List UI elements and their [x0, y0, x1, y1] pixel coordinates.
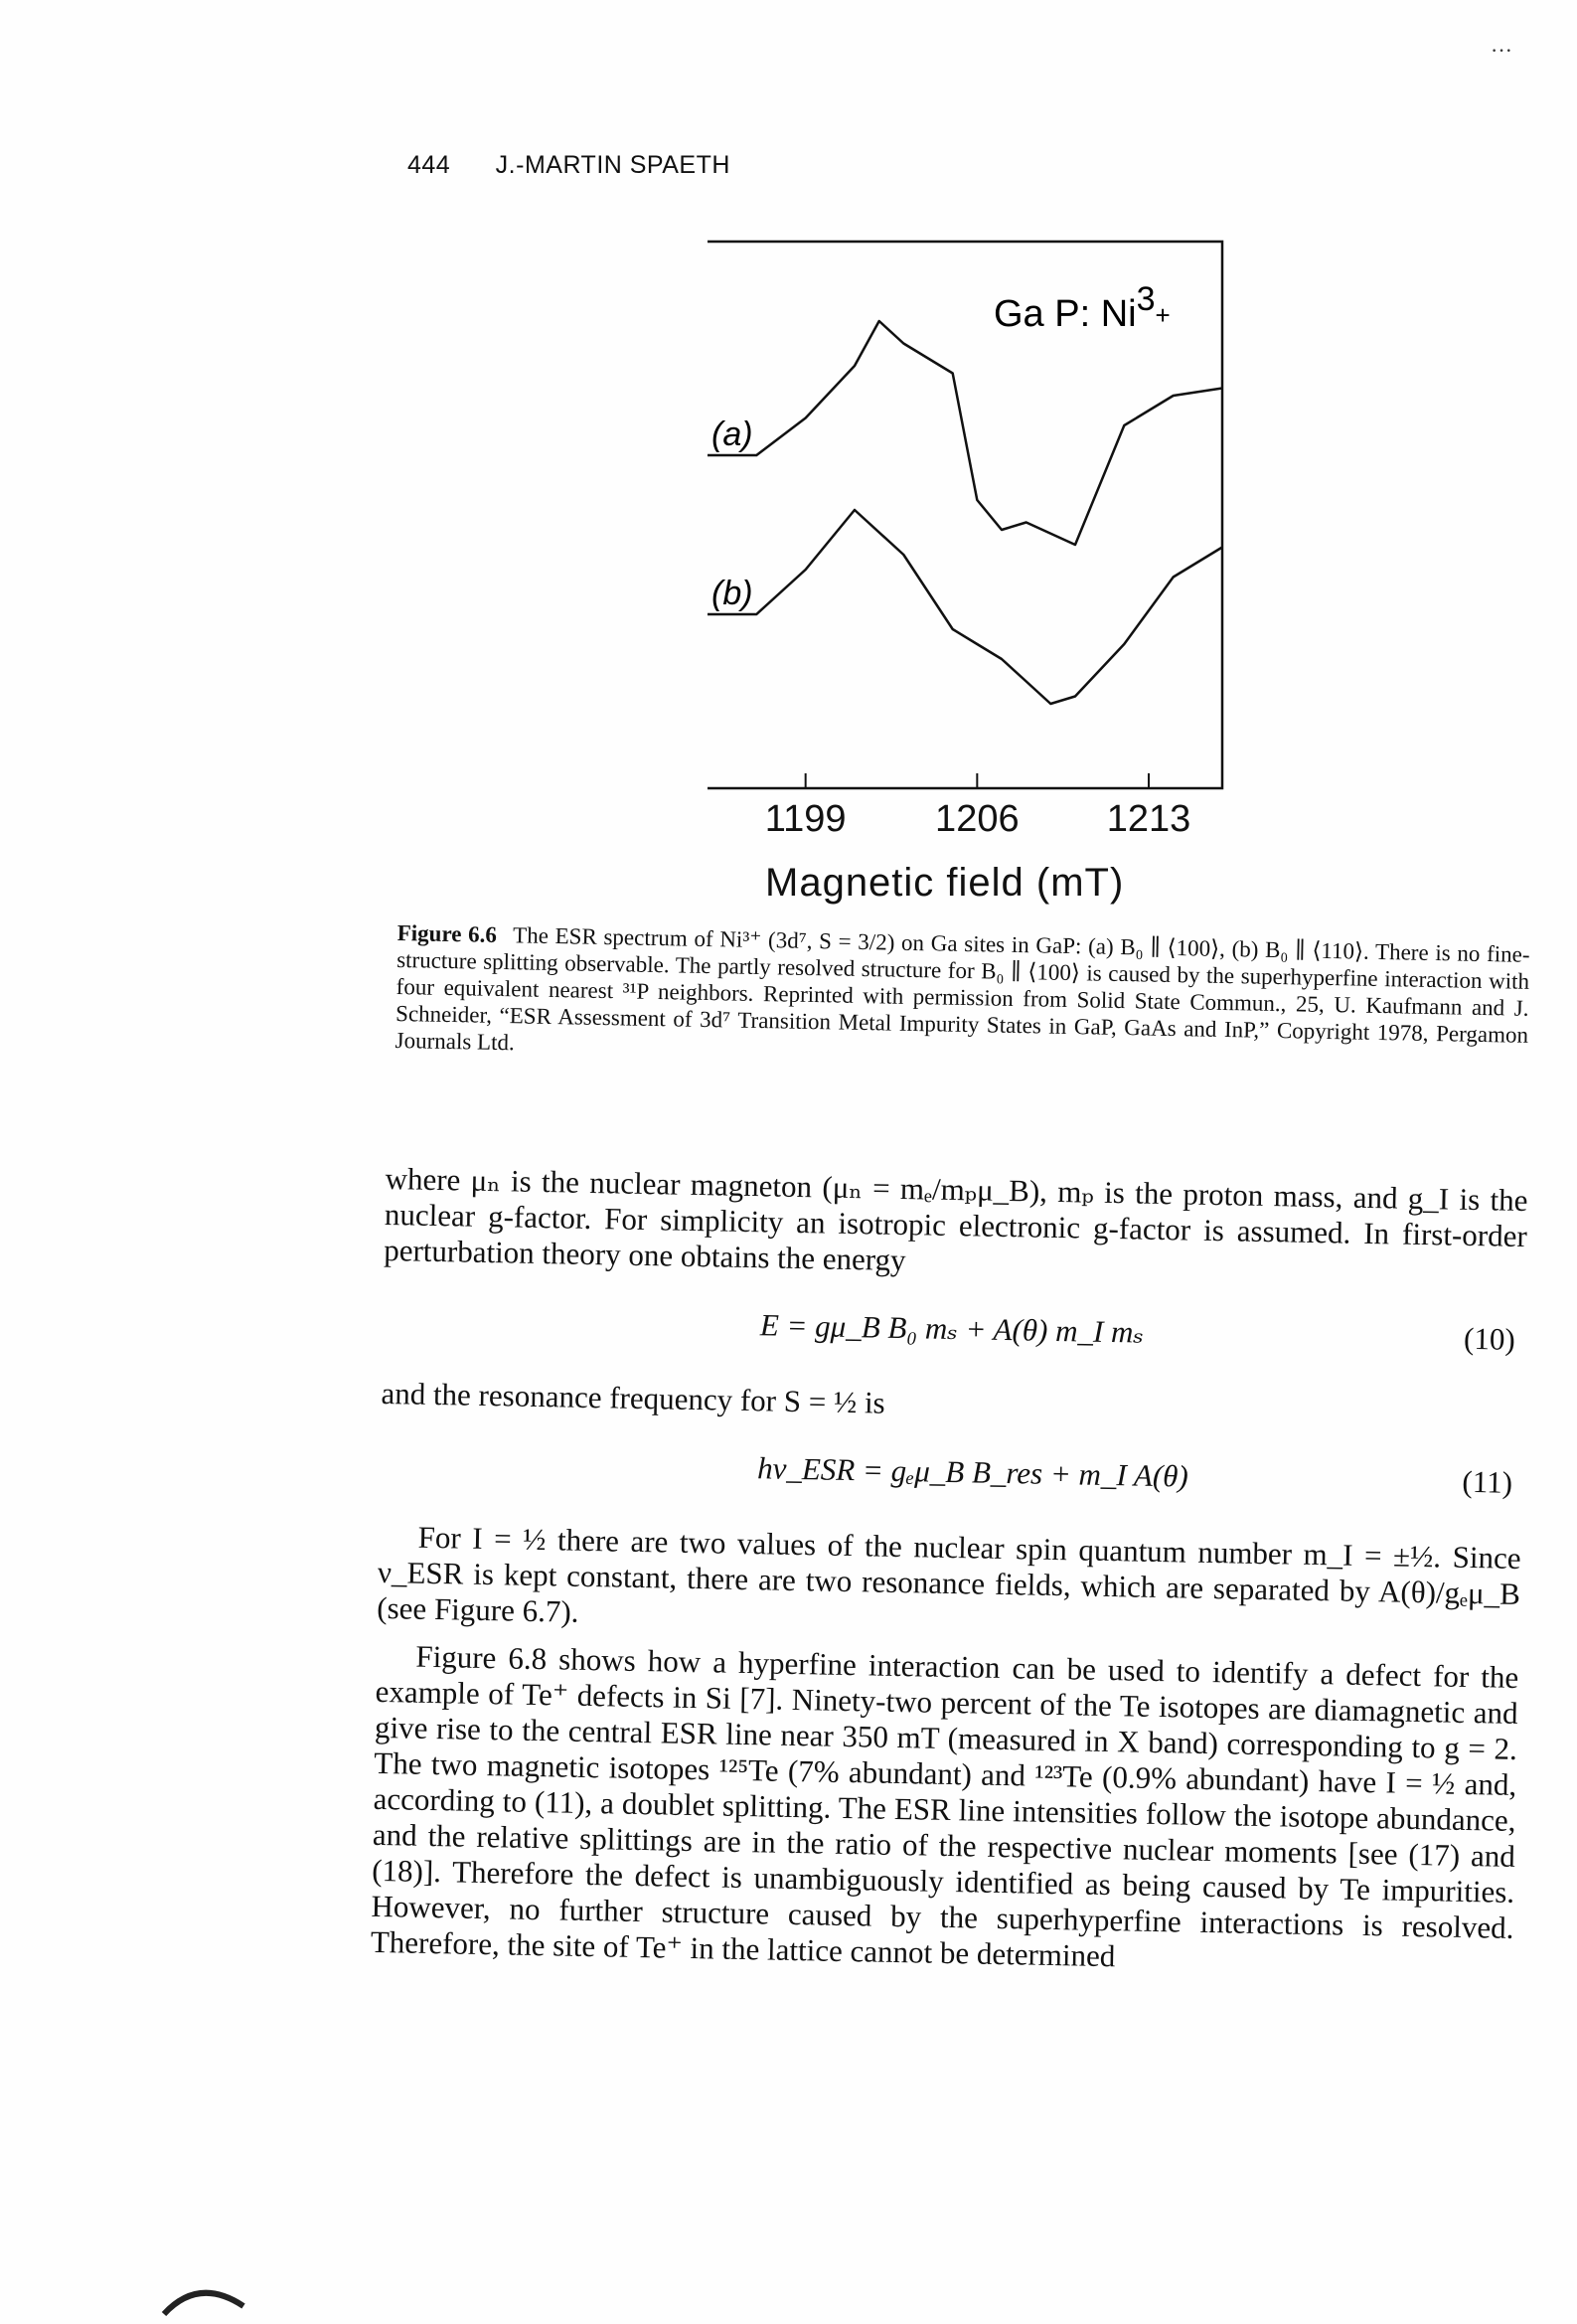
plot-frame-border — [708, 242, 1222, 788]
series-line-a — [708, 321, 1222, 545]
x-tick-label: 1213 — [1106, 798, 1191, 840]
page-number: 444 — [407, 151, 451, 179]
series-layer — [708, 321, 1222, 704]
plot-title-charge: + — [1155, 300, 1171, 330]
series-line-b — [708, 510, 1222, 704]
figure-esr-spectrum — [696, 237, 1252, 913]
page-corner-mark — [159, 2276, 248, 2316]
caption-label: Figure 6.6 — [396, 919, 498, 947]
plot-title-sup: 3 — [1136, 280, 1156, 318]
body-text — [371, 1161, 1528, 1982]
panel-b-label: (b) — [711, 575, 753, 612]
equation-10-expression: E = gμ_B B₀ mₛ + A(θ) m_I mₛ — [759, 1307, 1145, 1350]
equation-11-expression: hν_ESR = gₑμ_B B_res + m_I A(θ) — [756, 1450, 1189, 1494]
equation-10-number: (10) — [1463, 1320, 1516, 1357]
equation-10 — [382, 1292, 1525, 1374]
caption-text: The ESR spectrum of Ni³⁺ (3d⁷, S = 3/2) on Ga sites in GaP: (a) B₀ ∥ ⟨100⟩, (b) B₀ ∥ ⟨110⟩. There is no fine-structure splitting observable. The partly resolved structure for B₀ ∥ ⟨100⟩ is caused by the superhyperfine interaction with four equivalent nearest ³¹P neighbors. Reprinted with permission from Solid State Commun., 25, U. Kaufmann and J. Schneider, “ESR Assessment of 3d⁷ Transition Metal Impurity States in GaP, GaAs and InP,” Copyright 1978, Pergamon Journals Ltd. — [394, 922, 1530, 1056]
scan-marks: ··· — [1491, 38, 1512, 63]
x-axis-label: Magnetic field (mT) — [765, 861, 1125, 905]
equation-11-number: (11) — [1462, 1463, 1513, 1500]
paragraph-1: where μₙ is the nuclear magneton (μₙ = mₑ/mₚμ_B), mₚ is the proton mass, and g_I is the nuclear g-factor. For simplicity an isotropic electronic g-factor is assumed. In first-order perturbation theory one obtains the energy — [383, 1161, 1528, 1278]
paragraph-3: For I = ½ there are two values of the nuclear spin quantum number m_I = ±½. Since ν_ESR is kept constant, there are two resonance fields, which are separated by A(θ)/gₑμ_B (see Figure 6.7). — [377, 1519, 1521, 1629]
panel-a-label: (a) — [711, 415, 753, 453]
plot-area — [696, 237, 1232, 793]
plot-title-main: Ga P: Ni — [994, 293, 1137, 335]
equation-11 — [380, 1435, 1523, 1517]
running-header — [407, 151, 730, 180]
tick-layer — [806, 773, 1149, 788]
plot-title — [994, 280, 1171, 335]
author-name: J.-MARTIN SPAETH — [495, 151, 730, 179]
x-tick-label: 1206 — [935, 798, 1020, 840]
x-tick-label: 1199 — [764, 798, 847, 840]
paragraph-2: and the resonance frequency for S = ½ is — [381, 1375, 886, 1420]
figure-caption — [394, 919, 1529, 1076]
paragraph-4: Figure 6.8 shows how a hyperfine interaction can be used to identify a defect for the example of Te⁺ defects in Si [7]. Ninety-two percent of the Te isotopes are diamagnetic and give rise to the central ESR line near 350 mT (measured in X band) corresponding to g = 2. The two magnetic isotopes ¹²⁵Te (7% abundant) and ¹²³Te (0.9% abundant) have I = ½ and, according to (11), a doublet splitting. The ESR line intensities follow the isotope abundance, and the relative splittings are in the ratio of the respective nuclear moments [see (17) and (18)]. Therefore the defect is unambiguously identified as being caused by Te impurities. However, no further structure caused by the superhyperfine interactions is resolved. Therefore, the site of Te⁺ in the lattice cannot be determined — [370, 1638, 1519, 1974]
